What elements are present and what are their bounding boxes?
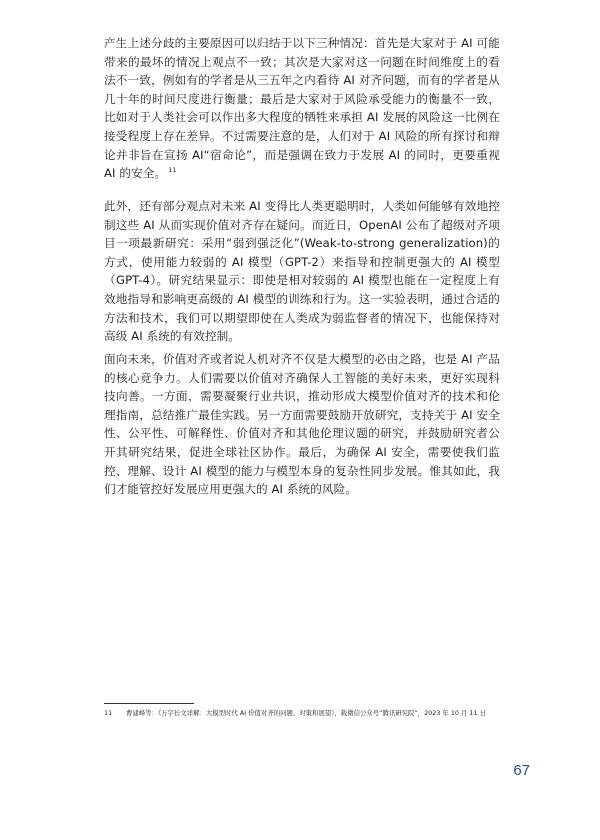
footnote-divider <box>104 703 194 704</box>
footnote <box>104 708 524 718</box>
paragraph-future-outlook <box>104 350 500 499</box>
page-number: 67 <box>513 762 530 779</box>
paragraph-disagreement-causes <box>104 34 500 183</box>
footnote-text: 曹建峰等：《万字长文详解：大模型时代 AI 价值对齐的问题、对策和展望》，载微信公众号“腾讯研究院”，2023 年 10 月 11 日 <box>126 709 486 717</box>
paragraph-weak-to-strong <box>104 197 500 346</box>
footnote-number: 11 <box>104 709 113 717</box>
footnote-reference[interactable]: 11 <box>168 166 177 175</box>
paragraph-text: 面向未来，价值对齐或者说人机对齐不仅是大模型的必由之路，也是 AI 产品的核心竞争力。人们需要以价值对齐确保人工智能的美好未来，更好实现科技向善。一方面，需要凝聚行业共识，推动形成大模型价值对齐的技术和伦理指南，总结推广最佳实践。另一方面需要鼓励开放研究，支持关于 AI 安全性、公平性、可解释性、价值对齐和其他伦理议题的研究，并鼓励研究者公开其研究结果，促进全球社区协作。最后，为确保 AI 安全，需要使我们监控、理解、设计 AI 模型的能力与模型本身的复杂性同步发展。惟其如此，我们才能管控好发展应用更强大的 AI 系统的风险。 <box>104 352 500 497</box>
paragraph-text: 产生上述分歧的主要原因可以归结于以下三种情况：首先是大家对于 AI 可能带来的最坏的情况上观点不一致；其次是大家对这一问题在时间维度上的看法不一致，例如有的学者是从三五年之内看待 AI 对齐问题，而有的学者是从几十年的时间尺度进行衡量；最后是大家对于风险承受能力的衡量不一致，比如对于人类社会可以作出多大程度的牺牲来承担 AI 发展的风险这一比例在接受程度上存在差异。不过需要注意的是，人们对于 AI 风险的所有探讨和辩论并非旨在宣扬 AI“宿命论”，而是强调在致力于发展 AI 的同时，更要重视 AI 的安全。 <box>104 36 500 181</box>
paragraph-text: 此外，还有部分观点对未来 AI 变得比人类更聪明时，人类如何能够有效地控制这些 AI 从而实现价值对齐存在疑问。而近日，OpenAI 公布了超级对齐项目一项最新研究：采用“弱到强泛化”(Weak-to-strong generalization)的方式，使用能力较弱的 AI 模型（GPT-2）来指导和控制更强大的 AI 模型（GPT-4）。研究结果显示：即使是相对较弱的 AI 模型也能在一定程度上有效地指导和影响更高级的 AI 模型的训练和行为。这一实验表明，通过合适的方法和技术，我们可以期望即使在人类成为弱监督者的情况下，也能保持对高级 AI 系统的有效控制。 <box>104 199 500 344</box>
